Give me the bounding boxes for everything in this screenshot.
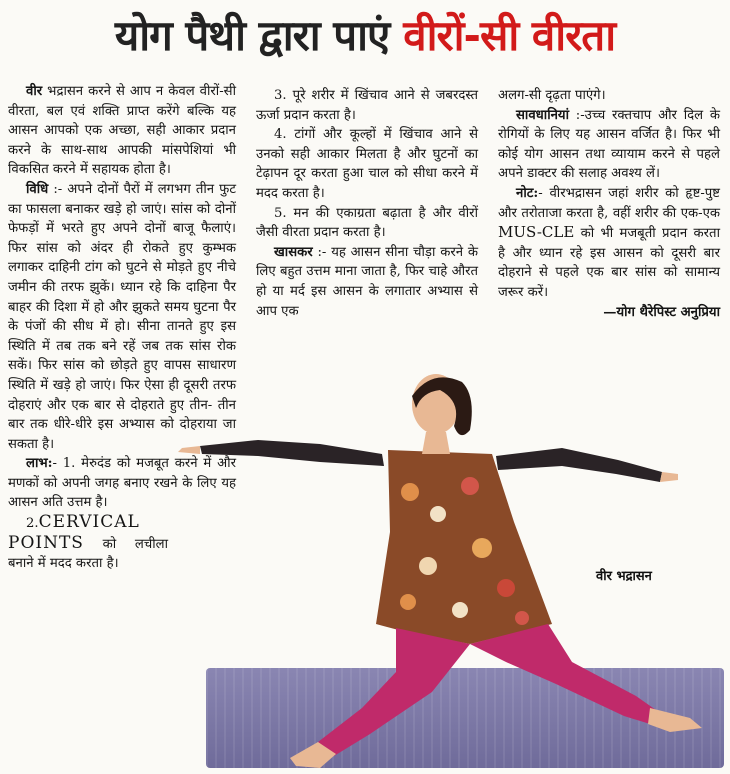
paragraph-especially <box>256 243 478 321</box>
headline-part1: योग पैथी द्वारा पाएं <box>114 10 390 60</box>
latin-term: MUS-CLE <box>498 223 575 242</box>
lead-word: खासकर <box>274 244 313 260</box>
left-leg <box>318 628 470 756</box>
right-arm <box>496 448 662 482</box>
photo-caption: वीर भद्रासन <box>596 569 652 584</box>
lead-word: सावधानियां <box>516 107 569 123</box>
paragraph-note <box>498 184 720 303</box>
lead-word: लाभ: <box>26 456 53 472</box>
article-column-3 <box>498 86 720 322</box>
paragraph-text: :- अपने दोनों पैरों में लगभग तीन फुट का फासला बनाकर खड़े हो जाएं। सांस को दोनों फेफड़ों में भरते हुए अपने दोनों बाजू फैलाएं। फिर सांस को अंदर ही रोकते हुए कुम्भक लगाकर दाहिनी टांग को घुटने से मोड़ते हुए नीचे जमीन की तरफ झुकें। ध्यान रहे कि दाहिना पैर बाहर की दिशा में हो और झुकते समय घुटना पैर के पंजों की सीध में हो। सीना तानते हुए इस स्थिति में तब तक बने रहें जब तक सांस रोक सकें। फिर सांस को छोड़ते हुए वापस साधारण स्थिति में खड़े हो जाएं। फिर ऐसा ही दूसरी तरफ दोहराएं और एक बार से दोहराते हुए तीन- तीन बार तक धीरे-धीरे इस अभ्यास को दोहराया जा सकता है। <box>8 181 236 452</box>
paragraph-continuation: अलग-सी दृढ़ता पाएंगे। <box>498 88 606 103</box>
author-credit: —योग थैरेपिस्ट अनुप्रिया <box>603 304 720 320</box>
paragraph-text: - 1. मेरुदंड को मजबूत करने में और मणकों को अपनी जगह बनाए रखने के लिए यह आसन अति उत्तम है। <box>8 456 236 511</box>
article-column-2 <box>256 86 478 321</box>
paragraph-cervical <box>8 513 168 574</box>
lead-word: नोट: <box>516 185 539 201</box>
paragraph-text: - वीरभद्रासन जहां शरीर को हृष्ट-पुष्ट और तरोताजा करता है, वहीं शरीर की एक-एक <box>498 185 720 221</box>
paragraph-intro <box>8 82 236 180</box>
paragraph-text: को भी मजबूती प्रदान करता है और ध्यान रहे इस आसन को दूसरी बार दोहराने से पहले एक बार सांस को सामान्य जरूर करें। <box>498 226 720 300</box>
latin-term: CERVICAL POINTS <box>8 512 140 553</box>
headline-part2: वीरों-सी वीरता <box>403 10 616 60</box>
paragraph-text: :-उच्च रक्तचाप और दिल के रोगियों के लिए यह आसन वर्जित है। फिर भी कोई योग आसन तथा व्यायाम करने से पहले अपने डाक्टर की सलाह अवश्य लें। <box>498 107 720 182</box>
lead-word: वीर <box>26 84 43 99</box>
left-arm <box>200 440 384 466</box>
paragraph-text: :- यह आसन सीना चौड़ा करने के लिए बहुत उत्तम माना जाता है, फिर चाहे औरत हो या मर्द इस आसन के लगातार अभ्यास से आप एक <box>256 244 478 319</box>
headline <box>0 0 730 68</box>
paragraph-benefit-5: 5. मन की एकाग्रता बढ़ाता है और वीरों जैसी वीरता प्रदान करता है। <box>256 205 478 241</box>
lead-word: विधि <box>26 181 49 197</box>
paragraph-precautions <box>498 106 720 184</box>
right-leg <box>470 624 656 724</box>
paragraph-benefit-4: 4. टांगों और कूल्हों में खिंचाव आने से उनको सही आकार मिलता है और घुटनों का टेढ़ापन दूर करता हुआ चाल को सीधा करने में मदद करता है। <box>256 127 478 201</box>
paragraph-text: को लचीला बनाने में मदद करता है। <box>8 536 168 572</box>
paragraph-benefit-3: 3. पूरे शरीर में खिंचाव आने से जबरदस्त ऊर्जा प्रदान करता है। <box>256 88 478 123</box>
paragraph-prefix: 2. <box>26 516 39 532</box>
paragraph-text: भद्रासन करने से आप न केवल वीरों-सी वीरता, बल एवं शक्ति प्राप्त करेंगे बल्कि यह आसन आपको एक अच्छा, सही आकार प्रदान करने के साथ-साथ आपकी मांसपेशियां भी विकसित करने में सहायक होता है। <box>8 84 236 178</box>
